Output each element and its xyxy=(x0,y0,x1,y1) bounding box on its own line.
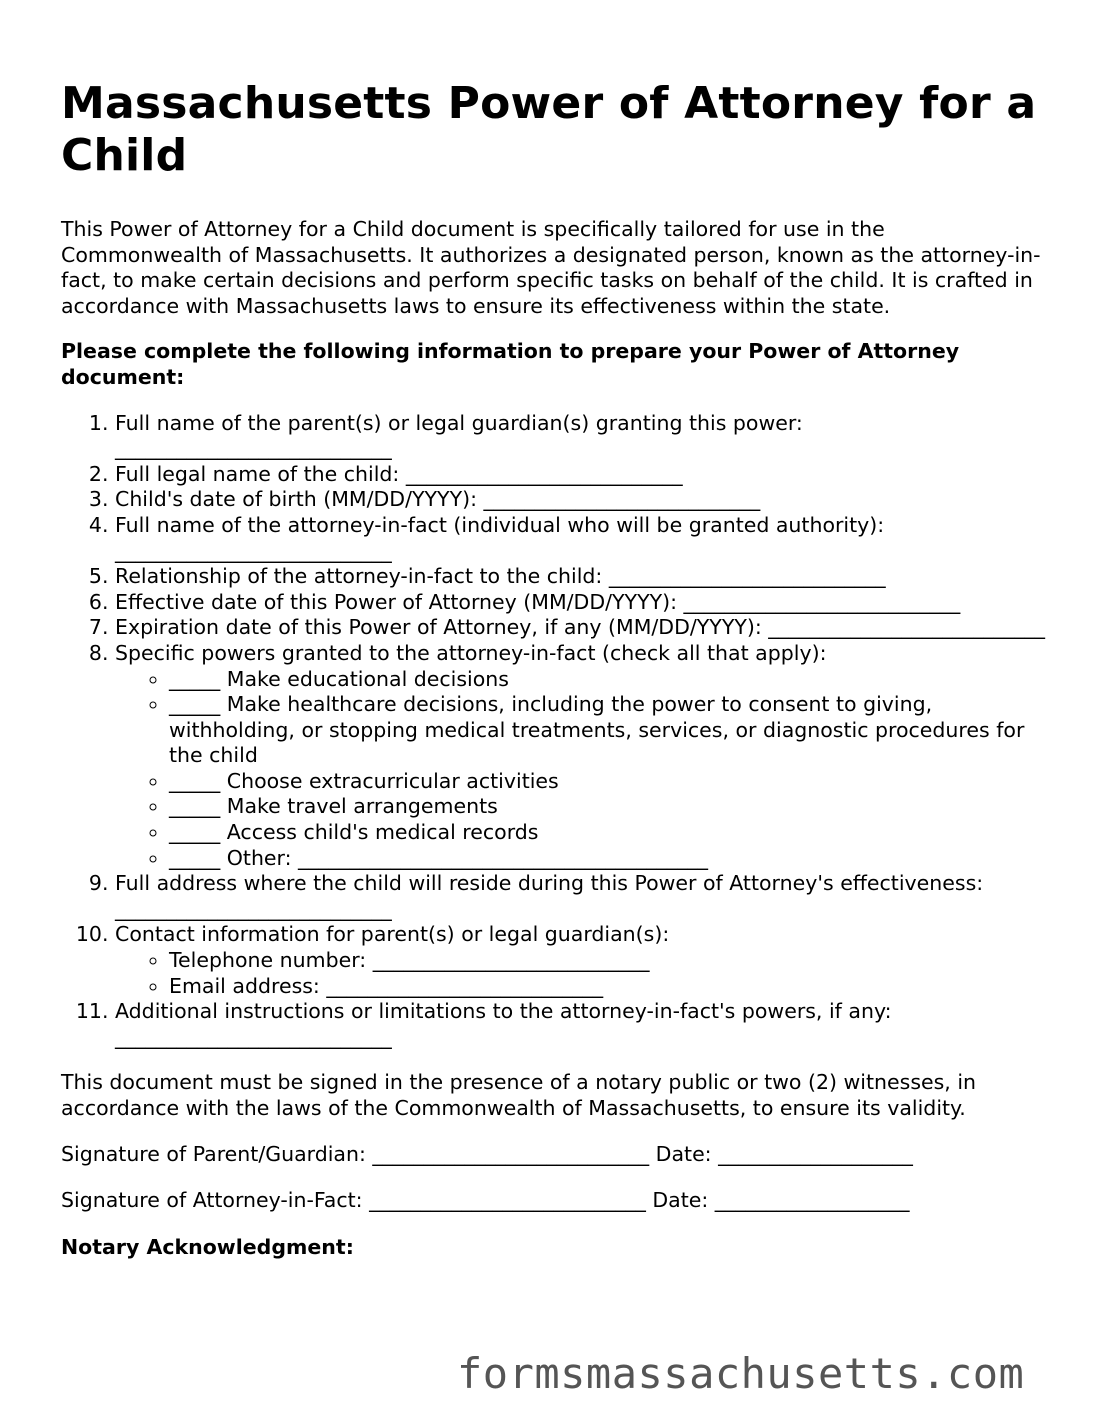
list-item xyxy=(115,462,1046,488)
list-item xyxy=(115,513,1046,564)
powers-label: Specific powers granted to the attorney-in-fact (check all that apply): xyxy=(115,640,827,665)
instructions-heading: Please complete the following information to prepare your Power of Attorney document: xyxy=(61,339,960,389)
field-residence-address[interactable]: Full address where the child will reside during this Power of Attorney's effectiveness: ___________________________ xyxy=(115,871,984,921)
list-item xyxy=(115,411,1046,462)
list-item xyxy=(115,999,1046,1050)
power-option[interactable]: ◦ _____ Other: ________________________________________ xyxy=(169,846,1046,872)
notary-heading: Notary Acknowledgment: xyxy=(61,1234,354,1259)
list-item xyxy=(115,590,1046,616)
list-item xyxy=(115,922,1046,999)
field-parent-name[interactable]: Full name of the parent(s) or legal guardian(s) granting this power: ___________________________ xyxy=(115,410,803,461)
contact-list xyxy=(115,948,1046,999)
field-child-dob[interactable]: Child's date of birth (MM/DD/YYYY): ___________________________ xyxy=(115,487,761,512)
power-option[interactable]: ◦ _____ Make travel arrangements xyxy=(169,794,1046,820)
field-expiration-date[interactable]: Expiration date of this Power of Attorney, if any (MM/DD/YYYY): ___________________________ xyxy=(115,615,1046,640)
power-option[interactable]: ◦ _____ Make educational decisions xyxy=(169,667,1046,693)
list-item xyxy=(115,615,1046,641)
field-email[interactable]: ◦ Email address: ___________________________ xyxy=(169,974,1046,1000)
document-page xyxy=(61,78,1046,1260)
intro-paragraph: This Power of Attorney for a Child document is specifically tailored for use in the Commonwealth of Massachusetts. It authorizes a designated person, known as the attorney-in-fact, to make certain decisions and perform specific tasks on behalf of the child. It is crafted in accordance with Massachusetts laws to ensure its effectiveness within the state. xyxy=(61,217,1041,318)
field-attorney-name[interactable]: Full name of the attorney-in-fact (individual who will be granted authority): ___________________________ xyxy=(115,512,885,563)
list-item xyxy=(115,487,1046,513)
field-relationship[interactable]: Relationship of the attorney-in-fact to the child: ___________________________ xyxy=(115,564,886,589)
page-title: Massachusetts Power of Attorney for a Child xyxy=(61,78,1037,181)
list-item xyxy=(115,564,1046,590)
attorney-signature-line[interactable]: Signature of Attorney-in-Fact: ___________________________ Date: ___________________ xyxy=(61,1188,910,1213)
parent-signature-line[interactable]: Signature of Parent/Guardian: ___________________________ Date: ___________________ xyxy=(61,1141,913,1166)
powers-list xyxy=(115,667,1046,872)
field-child-name[interactable]: Full legal name of the child: ___________________________ xyxy=(115,461,683,486)
form-field-list xyxy=(61,411,1046,1051)
power-option[interactable]: ◦ _____ Choose extracurricular activities xyxy=(169,769,1046,795)
power-option[interactable]: ◦ _____ Make healthcare decisions, including the power to consent to giving, withholding, or stopping medical treatments, services, or diagnostic procedures for the child xyxy=(169,692,1046,769)
field-additional-instructions[interactable]: Additional instructions or limitations to the attorney-in-fact's powers, if any: ___________________________ xyxy=(115,999,892,1049)
contact-label: Contact information for parent(s) or legal guardian(s): xyxy=(115,922,670,947)
field-telephone[interactable]: ◦ Telephone number: ___________________________ xyxy=(169,948,1046,974)
field-effective-date[interactable]: Effective date of this Power of Attorney (MM/DD/YYYY): ___________________________ xyxy=(115,589,961,614)
list-item xyxy=(115,641,1046,871)
site-watermark: formsmassachusetts.com xyxy=(457,1349,1025,1398)
signing-notice: This document must be signed in the presence of a notary public or two (2) witnesses, in accordance with the laws of the Commonwealth of Massachusetts, to ensure its validity. xyxy=(61,1070,977,1120)
power-option[interactable]: ◦ _____ Access child's medical records xyxy=(169,820,1046,846)
list-item xyxy=(115,871,1046,922)
